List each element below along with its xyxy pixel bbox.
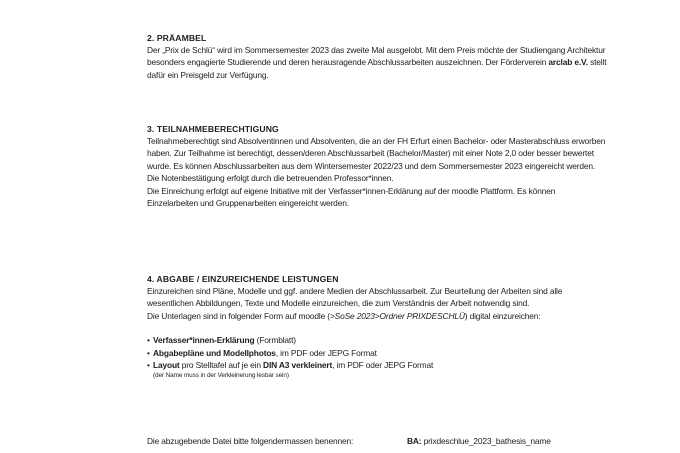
deliverables-list — [147, 334, 607, 371]
list-item: • Layout pro Stelltafel auf je ein DIN A3 verkleinert, im PDF oder JEPG Format — [147, 359, 607, 371]
section-teilnahme — [147, 123, 607, 209]
section-body: Teilnahmeberechtigt sind Absolventinnen und Absolventen, die an der FH Erfurt einen Bachelor- oder Masterabschluss erworben haben. Zur Teilhahme ist berechtigt, dessen/deren Abschlussarbeit (Bachelor/Master) mit einer Note 2,0 oder besser bewertet wurde. Es können Abschlussarbeiten aus dem Wintersemester 2022/23 und dem Sommersemester 2023 eingereicht werden. Die Notenbestätigung erfolgt durch die betreuenden Professor*innen. Die Einreichung erfolgt auf eigene Initiative mit der Verfasser*innen-Erklärung auf der moodle Plattform. Es können Einzelarbeiten und Gruppenarbeiten eingereicht werden. — [147, 136, 606, 209]
section-heading: 2. PRÄAMBEL — [147, 33, 207, 43]
note-small: (der Name muss in der Verkleinerung lesbar sein) — [153, 372, 289, 380]
filename-row — [147, 436, 551, 446]
section-praeambel — [147, 32, 607, 81]
section-heading: 4. ABGABE / EINZUREICHENDE LEISTUNGEN — [147, 274, 339, 284]
section-body: Einzureichen sind Pläne, Modelle und ggf. andere Medien der Abschlussarbeit. Zur Beurteilung der Arbeiten sind alle wesentlichen Abbildungen, Texte und Modelle einzureichen, die zum Verständnis der Arbeit notwendig sind. Die Unterlagen sind in folgender Form auf moodle (>SoSe 2023>Ordner PRIXDESCHLÜ) digital einzureichen: — [147, 286, 563, 321]
filename-value: BA: prixdeschlue_2023_bathesis_name — [407, 436, 551, 446]
section-body: Der „Prix de Schlü“ wird im Sommersemester 2023 das zweite Mal ausgelobt. Mit dem Preis möchte der Studiengang Architektur besonders engagierte Studierende und deren herausragende Abschlussarbeiten auszeichnen. Der Förderverein arclab e.V. stellt dafür ein Preisgeld zur Verfügung. — [147, 45, 607, 80]
section-heading: 3. TEILNAHMEBERECHTIGUNG — [147, 124, 279, 134]
section-abgabe — [147, 273, 607, 380]
arclab-name: arclab e.V. — [548, 57, 588, 68]
moodle-path: >SoSe 2023>Ordner PRIXDESCHLÜ — [329, 310, 465, 321]
filename-label: Die abzugebende Datei bitte folgendermassen benennen: — [147, 436, 354, 446]
list-item: • Abgabepläne und Modellphotos, im PDF oder JEPG Format — [147, 347, 607, 359]
list-item: • Verfasser*innen-Erklärung (Formblatt) — [147, 334, 607, 346]
